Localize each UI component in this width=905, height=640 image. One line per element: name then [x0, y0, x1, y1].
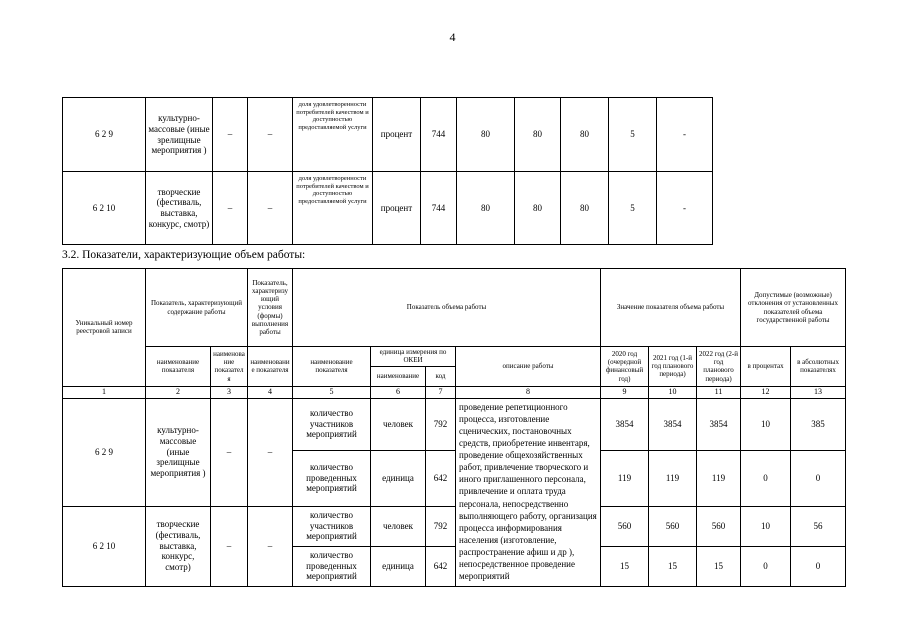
dash-cell: –: [248, 506, 293, 586]
column-number: 13: [791, 386, 846, 398]
unit-name-cell: процент: [373, 172, 421, 245]
unit-name-cell: единица: [371, 546, 426, 586]
column-number: 9: [601, 386, 649, 398]
unit-name-cell: единица: [371, 450, 426, 506]
value-2020-cell: 560: [601, 506, 649, 546]
okei-code-cell: 642: [426, 450, 456, 506]
header-unit-name: наименование: [371, 366, 426, 386]
quality-row-6210: [63, 172, 713, 245]
column-number: 5: [293, 386, 371, 398]
okei-code-cell: 744: [421, 172, 457, 245]
header-unit-code: код: [426, 366, 456, 386]
value-2022-cell: 15: [697, 546, 741, 586]
column-number: 2: [146, 386, 211, 398]
value-2020-cell: 119: [601, 450, 649, 506]
header-year-2021: 2021 год (1-й год планового периода): [649, 347, 697, 387]
header-unit-okei: единица измерения по ОКЕИ: [371, 347, 456, 367]
work-content-cell: творческие (фестиваль, выставка, конкурс, смотр): [146, 506, 211, 586]
indicator-name-cell: количество участников мероприятий: [293, 506, 371, 546]
column-number: 11: [697, 386, 741, 398]
header-indicator-name: наименование показателя: [146, 347, 211, 387]
work-content-cell: творческие (фестиваль, выставка, конкурс, смотр): [146, 172, 213, 245]
value-2021-cell: 80: [515, 98, 561, 172]
quality-indicators-table: [62, 97, 713, 245]
data-row-629-participants: [63, 398, 846, 450]
column-number: 4: [248, 386, 293, 398]
okei-code-cell: 642: [426, 546, 456, 586]
okei-code-cell: 792: [426, 506, 456, 546]
registry-number-cell: 6 2 9: [63, 98, 146, 172]
header-unique-number: Уникальный номер реестровой записи: [63, 269, 146, 387]
dash-cell: –: [248, 172, 293, 245]
deviation-absolute-cell: -: [657, 172, 713, 245]
column-number: 12: [741, 386, 791, 398]
deviation-percent-cell: 0: [741, 450, 791, 506]
work-description-cell: проведение репетиционного процесса, изготовление сценических, постановочных средств, приобретение инвентаря, проведение общехозяйственных работ, привлечение творческого и иного приглашенного персонала, привлечение и оплата труда персонала, непосредственно выполняющего работу, организация процесса информирования населения (изготовление, распространение афиш и др ), непосредственное проведение мероприятий: [456, 398, 601, 586]
value-2022-cell: 80: [561, 98, 609, 172]
okei-code-cell: 792: [426, 398, 456, 450]
registry-number-cell: 6 2 10: [63, 506, 146, 586]
value-2021-cell: 3854: [649, 398, 697, 450]
value-2021-cell: 15: [649, 546, 697, 586]
column-number: 6: [371, 386, 426, 398]
deviation-absolute-cell: 0: [791, 450, 846, 506]
quality-row-629: [63, 98, 713, 172]
header-work-description: описание работы: [456, 347, 601, 387]
work-content-cell: культурно-массовые (иные зрелищные мероприятия ): [146, 98, 213, 172]
deviation-absolute-cell: -: [657, 98, 713, 172]
value-2020-cell: 3854: [601, 398, 649, 450]
column-number: 10: [649, 386, 697, 398]
column-number: 8: [456, 386, 601, 398]
value-2020-cell: 80: [457, 98, 515, 172]
value-2020-cell: 80: [457, 172, 515, 245]
deviation-absolute-cell: 0: [791, 546, 846, 586]
header-condition-indicator: Показатель, характеризующий условия (формы) выполнения работы: [248, 269, 293, 347]
dash-cell: –: [211, 506, 248, 586]
deviation-percent-cell: 5: [609, 172, 657, 245]
header-row-2: [63, 347, 846, 367]
volume-indicators-table: [62, 268, 846, 587]
okei-code-cell: 744: [421, 98, 457, 172]
header-volume-indicator: Показатель объема работы: [293, 269, 601, 347]
unit-name-cell: человек: [371, 506, 426, 546]
header-year-2022: 2022 год (2-й год планового периода): [697, 347, 741, 387]
header-deviation-absolute: в абсолютных показателях: [791, 347, 846, 387]
registry-number-cell: 6 2 10: [63, 172, 146, 245]
header-row-1: [63, 269, 846, 347]
column-number: 7: [426, 386, 456, 398]
header-deviation-percent: в процентах: [741, 347, 791, 387]
data-row-6210-participants: [63, 506, 846, 546]
column-number: 3: [211, 386, 248, 398]
section-title: 3.2. Показатели, характеризующие объем работы:: [62, 249, 306, 261]
dash-cell: –: [213, 98, 248, 172]
header-volume-value: Значение показателя объема работы: [601, 269, 741, 347]
header-indicator-name: наименование показателя: [293, 347, 371, 387]
header-indicator-name: наименование показателя: [211, 347, 248, 387]
column-number-row: [63, 386, 846, 398]
deviation-percent-cell: 10: [741, 506, 791, 546]
quality-indicator-name-cell: доля удовлетворенности потребителей качеством и доступностью предоставляемой услуги: [293, 172, 373, 245]
value-2022-cell: 80: [561, 172, 609, 245]
value-2022-cell: 119: [697, 450, 741, 506]
value-2020-cell: 15: [601, 546, 649, 586]
value-2022-cell: 3854: [697, 398, 741, 450]
column-number: 1: [63, 386, 146, 398]
indicator-name-cell: количество проведенных мероприятий: [293, 450, 371, 506]
value-2021-cell: 560: [649, 506, 697, 546]
indicator-name-cell: количество участников мероприятий: [293, 398, 371, 450]
unit-name-cell: человек: [371, 398, 426, 450]
deviation-percent-cell: 0: [741, 546, 791, 586]
header-deviations: Допустимые (возможные) отклонения от установленных показателей объема государственной работы: [741, 269, 846, 347]
header-content-indicator: Показатель, характеризующий содержание работы: [146, 269, 248, 347]
value-2021-cell: 80: [515, 172, 561, 245]
deviation-percent-cell: 5: [609, 98, 657, 172]
dash-cell: –: [248, 398, 293, 506]
value-2022-cell: 560: [697, 506, 741, 546]
page-number: 4: [449, 30, 456, 44]
deviation-absolute-cell: 385: [791, 398, 846, 450]
header-year-2020: 2020 год (очередной финансовый год): [601, 347, 649, 387]
dash-cell: –: [248, 98, 293, 172]
deviation-absolute-cell: 56: [791, 506, 846, 546]
indicator-name-cell: количество проведенных мероприятий: [293, 546, 371, 586]
dash-cell: –: [211, 398, 248, 506]
value-2021-cell: 119: [649, 450, 697, 506]
registry-number-cell: 6 2 9: [63, 398, 146, 506]
work-content-cell: культурно-массовые (иные зрелищные мероприятия ): [146, 398, 211, 506]
deviation-percent-cell: 10: [741, 398, 791, 450]
unit-name-cell: процент: [373, 98, 421, 172]
quality-indicator-name-cell: доля удовлетворенности потребителей качеством и доступностью предоставляемой услуги: [293, 98, 373, 172]
dash-cell: –: [213, 172, 248, 245]
header-indicator-name: наименование показателя: [248, 347, 293, 387]
